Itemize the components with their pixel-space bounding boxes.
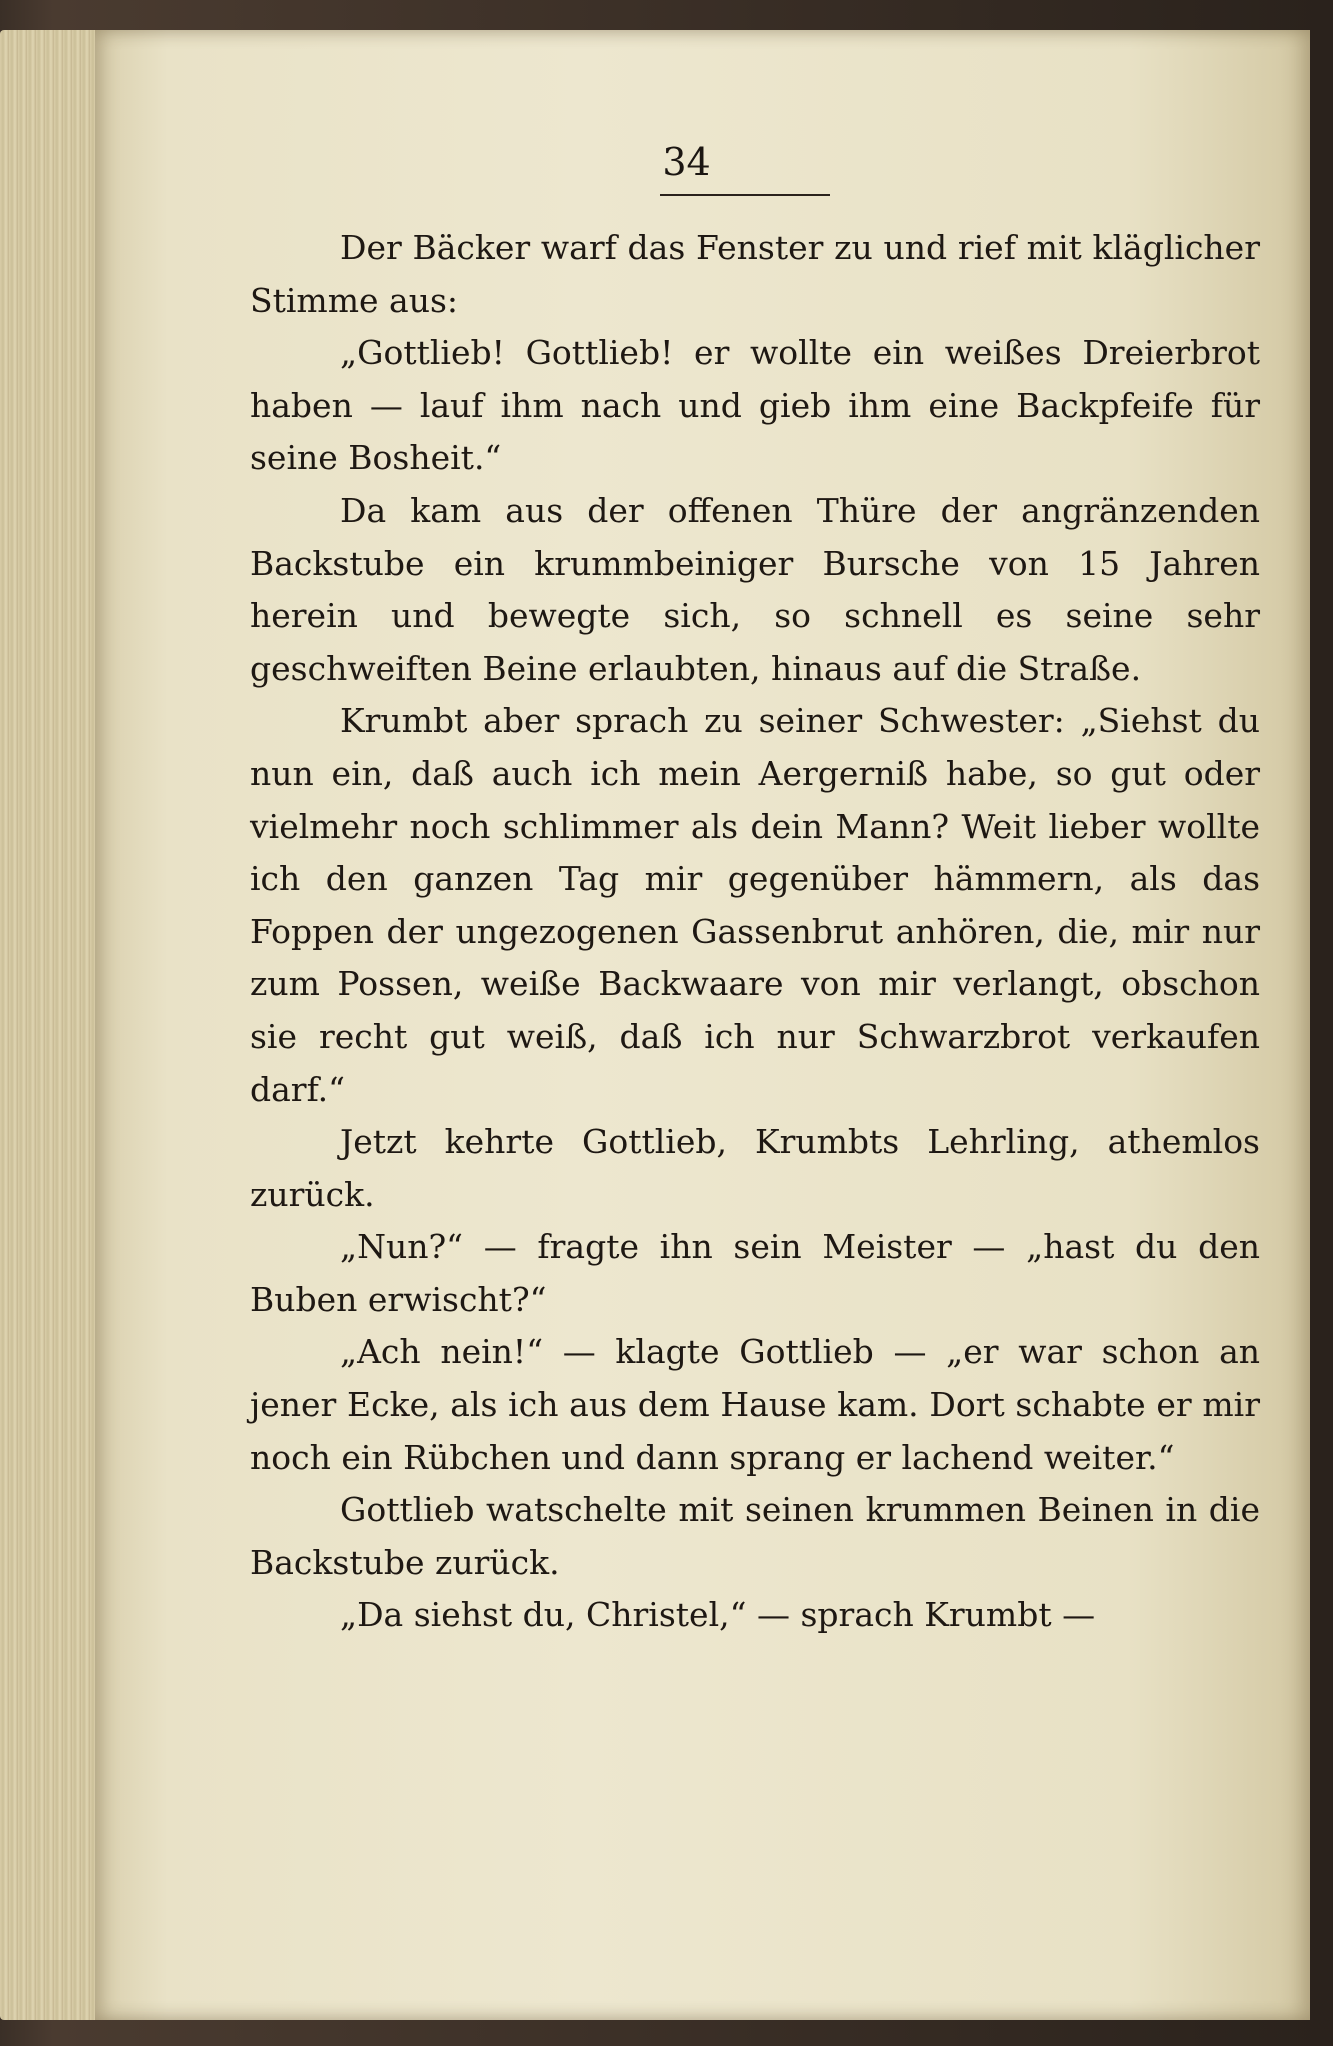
paragraph-1: Der Bäcker warf das Fenster zu und rief mit kläglicher Stimme aus:: [250, 228, 1260, 320]
page-number: 34: [662, 140, 711, 184]
paragraph-6: „Nun?“ — fragte ihn sein Meister — „hast du den Buben erwischt?“: [250, 1227, 1260, 1319]
paragraph-9: „Da siehst du, Christel,“ — sprach Krumbt —: [340, 1595, 1096, 1635]
body-text: [250, 222, 1260, 1642]
header-rule: [660, 194, 830, 196]
paragraph-2: „Gottlieb! Gottlieb! er wollte ein weißes Dreierbrot haben — lauf ihm nach und gieb ihm eine Backpfeife für seine Bosheit.“: [250, 333, 1260, 478]
paragraph-4: Krumbt aber sprach zu seiner Schwester: „Siehst du nun ein, daß auch ich mein Aergerniß habe, so gut oder vielmehr noch schlimmer als dein Mann? Weit lieber wollte ich den ganzen Tag mir gegenüber hämmern, als das Foppen der ungezogenen Gassenbrut anhören, die, mir nur zum Possen, weiße Backwaare von mir verlangt, obschon sie recht gut weiß, daß ich nur Schwarzbrot verkaufen darf.“: [250, 701, 1260, 1109]
paragraph-8: Gottlieb watschelte mit seinen krummen Beinen in die Backstube zurück.: [250, 1490, 1260, 1582]
page-stack-edge: [0, 30, 110, 2020]
paragraph-3: Da kam aus der offenen Thüre der angränzenden Backstube ein krummbeiniger Bursche von 15 Jahren herein und bewegte sich, so schnell es seine sehr geschweiften Beine erlaubten, hinaus auf die Straße.: [250, 490, 1260, 688]
paragraph-5: Jetzt kehrte Gottlieb, Krumbts Lehrling, athemlos zurück.: [250, 1122, 1260, 1214]
paragraph-7: „Ach nein!“ — klagte Gottlieb — „er war schon an jener Ecke, als ich aus dem Hause kam. Dort schabte er mir noch ein Rübchen und dann sprang er lachend weiter.“: [250, 1332, 1260, 1477]
